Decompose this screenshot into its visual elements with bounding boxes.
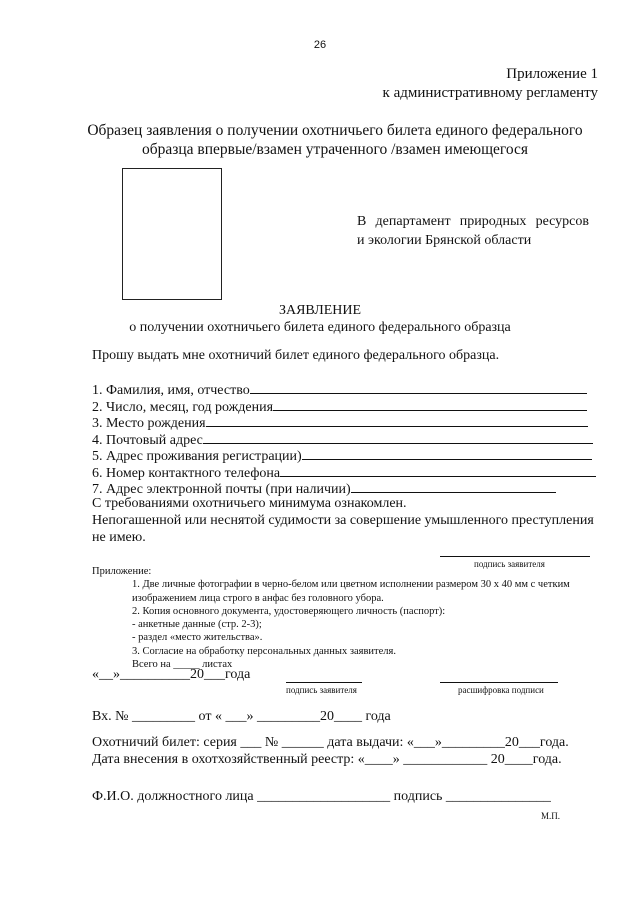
applicant-signature-line[interactable]	[440, 556, 590, 557]
statement-subtitle: о получении охотничьего билета единого федерального образца	[129, 320, 511, 335]
signature-decoding-line[interactable]	[440, 682, 558, 683]
appendix-line-2: к административному регламенту	[382, 85, 598, 101]
acknowledgement-text: С требованиями охотничьего минимума ознакомлен.	[92, 496, 407, 511]
attachment-total: Всего на _____ листах	[132, 659, 233, 671]
field-row-full-name	[92, 381, 587, 399]
seal-placeholder: М.П.	[541, 811, 561, 821]
field-row-birth-place	[92, 414, 588, 432]
criminal-record-line-1: Непогашенной или неснятой судимости за совершение умышленного преступления	[92, 513, 594, 528]
field-blank-birth-date[interactable]	[273, 398, 587, 411]
addressee-block	[357, 212, 589, 250]
signature-label: подпись заявителя	[286, 685, 357, 695]
field-label-full-name: 1. Фамилия, имя, отчество	[92, 383, 250, 398]
field-row-residence-address	[92, 447, 592, 465]
addressee-line-2: и экологии Брянской области	[357, 233, 532, 248]
attachment-item-1-line-1: 1. Две личные фотографии в черно-белом или цветном исполнении размером 30 х 40 мм с четким	[132, 579, 570, 591]
addressee-line-1: В департамент природных ресурсов	[357, 214, 589, 229]
photo-placeholder-box	[122, 168, 222, 300]
attachment-item-2b: - раздел «место жительства».	[132, 632, 263, 644]
applicant-signature-label: подпись заявителя	[474, 559, 545, 569]
field-blank-full-name[interactable]	[250, 381, 587, 394]
field-label-email: 7. Адрес электронной почты (при наличии)	[92, 482, 351, 497]
registry-date-line: Дата внесения в охотхозяйственный реестр: «____» ____________ 20____года.	[92, 752, 562, 767]
field-blank-birth-place[interactable]	[206, 414, 588, 427]
attachment-list	[92, 565, 602, 671]
document-title	[60, 121, 610, 159]
statement-heading: ЗАЯВЛЕНИЕ	[278, 303, 362, 318]
field-label-postal-address: 4. Почтовый адрес	[92, 433, 203, 448]
field-label-residence-address: 5. Адрес проживания регистрации)	[92, 449, 302, 464]
signature-decoding-label: расшифровка подписи	[458, 685, 544, 695]
appendix-line-1: Приложение 1	[506, 66, 598, 82]
attachment-header: Приложение:	[92, 566, 152, 577]
attachment-item-1-line-2: изображением лица строго в анфас без головного убора.	[132, 592, 384, 604]
title-line-2: образца впервые/взамен утраченного /взамен имеющегося	[141, 141, 529, 158]
incoming-number-line: Вх. № _________ от « ___» _________20____ года	[92, 709, 391, 724]
attachment-item-2a: - анкетные данные (стр. 2-3);	[132, 619, 262, 631]
official-name-signature-line: Ф.И.О. должностного лица ___________________ подпись _______________	[92, 789, 551, 804]
field-label-birth-date: 2. Число, месяц, год рождения	[92, 400, 274, 415]
field-blank-residence-address[interactable]	[302, 447, 592, 460]
attachment-item-3: 3. Согласие на обработку персональных данных заявителя.	[132, 645, 396, 657]
attachment-item-2: 2. Копия основного документа, удостоверяющего личность (паспорт):	[132, 605, 446, 617]
page-number: 26	[313, 39, 327, 51]
hunting-ticket-line: Охотничий билет: серия ___ № ______ дата выдачи: «___»_________20___года.	[92, 735, 569, 750]
field-blank-postal-address[interactable]	[203, 431, 593, 444]
field-blank-phone[interactable]	[280, 464, 596, 477]
title-line-1: Образец заявления о получении охотничьего билета единого федерального	[87, 122, 583, 139]
signature-line[interactable]	[286, 682, 362, 683]
field-label-birth-place: 3. Место рождения	[92, 416, 206, 431]
request-text: Прошу выдать мне охотничий билет единого федерального образца.	[92, 348, 500, 363]
date-line: «__»__________20___года	[92, 667, 251, 682]
criminal-record-line-2: не имею.	[92, 530, 146, 545]
field-blank-email[interactable]	[351, 480, 556, 493]
field-label-phone: 6. Номер контактного телефона	[92, 466, 281, 481]
